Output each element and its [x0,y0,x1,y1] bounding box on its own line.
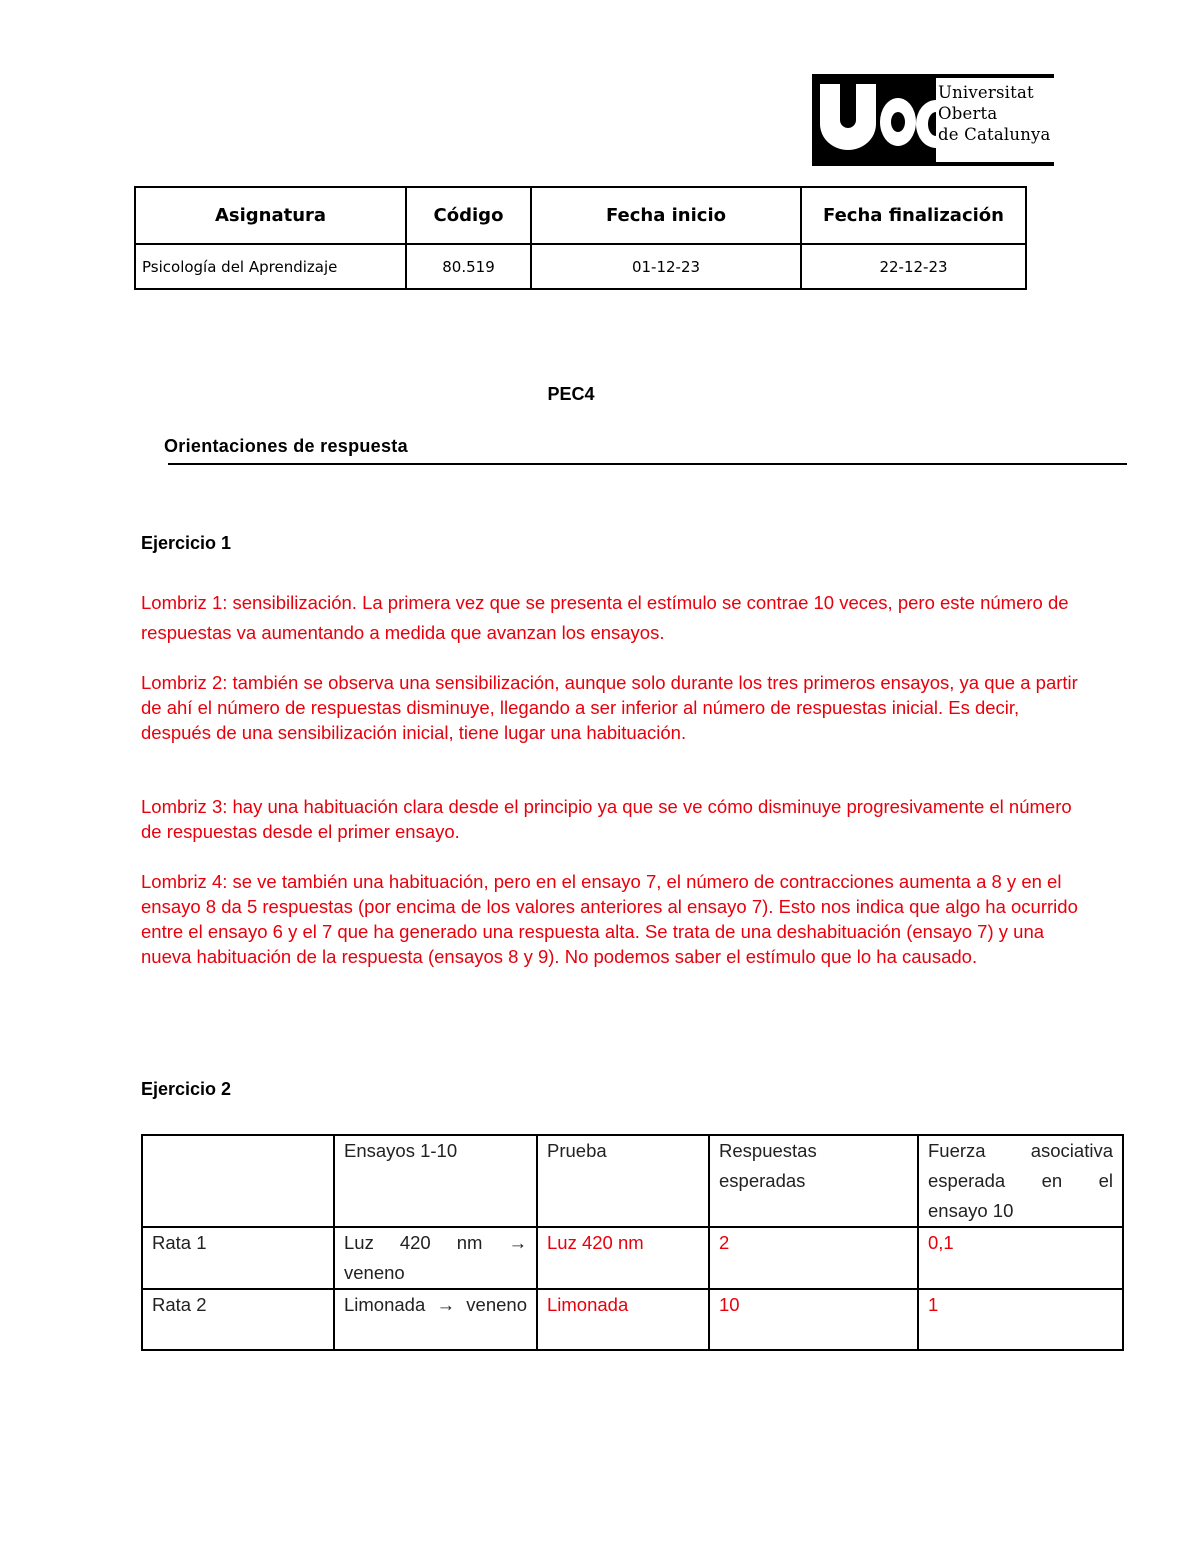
exercise-2-header-row [142,1135,1123,1227]
exercise-1-answer-worm-4: Lombriz 4: se ve también una habituación, pero en el ensayo 7, el número de contracciones aumenta a 8 y en el ensayo 8 da 5 respuestas (por encima de los valores anteriores al ensayo 7). Esto nos indica que algo ha ocurrido entre el ensayo 6 y el 7 que ha generado una respuesta alta. Se trata de una deshabituación (ensayo 7) y una nueva habituación de la respuesta (ensayos 8 y 9). No podemos saber el estímulo que lo ha causado. [141,871,1078,967]
course-info-header-row [135,187,1026,244]
header-fecha-inicio: Fecha inicio [531,187,801,244]
exercise-1-answer-worm-3: Lombriz 3: hay una habituación clara desde el principio ya que se ve cómo disminuye progresivamente el número de respuestas desde el primer ensayo. [141,796,1072,842]
rat-label: Rata 2 [142,1289,334,1350]
header-prueba: Prueba [537,1135,709,1227]
header-empty [142,1135,334,1227]
value-fecha-inicio: 01-12-23 [531,244,801,289]
exercise-2-heading: Ejercicio 2 [141,1079,232,1099]
respuestas-cell: 2 [709,1227,918,1289]
uoc-logo [812,74,1056,166]
fuerza-cell: 1 [918,1289,1123,1350]
prueba-cell: Luz 420 nm [537,1227,709,1289]
course-info-value-row [135,244,1026,289]
header-asignatura: Asignatura [135,187,406,244]
value-fecha-finalizacion: 22-12-23 [801,244,1026,289]
prueba-cell: Limonada [537,1289,709,1350]
logo-text: Universitat Oberta de Catalunya [938,83,1051,144]
table-row [142,1289,1123,1350]
fuerza-cell: 0,1 [918,1227,1123,1289]
page-title: PEC4 [547,384,595,404]
value-asignatura: Psicología del Aprendizaje [135,244,406,289]
header-codigo: Código [406,187,531,244]
page-subtitle: Orientaciones de respuesta [164,436,408,456]
ensayos-cell: Limonada → veneno [334,1289,537,1350]
uoc-logo-mark [812,74,936,166]
rat-label: Rata 1 [142,1227,334,1289]
ensayos-cell: Luz 420 nm → veneno [334,1227,537,1289]
exercise-1-heading: Ejercicio 1 [141,533,232,553]
exercise-1-answer-worm-1: Lombriz 1: sensibilización. La primera vez que se presenta el estímulo se contrae 10 veces, pero este número de respuestas va aumentando a medida que avanzan los ensayos. [141,592,1069,643]
header-fuerza-asociativa: Fuerza asociativa esperada en el ensayo 10 [918,1135,1123,1227]
respuestas-cell: 10 [709,1289,918,1350]
header-respuestas-esperadas: Respuestas esperadas [709,1135,918,1227]
value-codigo: 80.519 [406,244,531,289]
subtitle-divider [168,463,1127,465]
table-row [142,1227,1123,1289]
exercise-1-answer-worm-2: Lombriz 2: también se observa una sensibilización, aunque solo durante los tres primeros ensayos, ya que a partir de ahí el número de respuestas disminuye, llegando a ser inferior al número de respuestas inicial. Es decir, después de una sensibilización inicial, tiene lugar una habituación. [141,672,1078,743]
exercise-2-table [141,1134,1124,1351]
header-fecha-finalizacion: Fecha finalización [801,187,1026,244]
header-ensayos: Ensayos 1-10 [334,1135,537,1227]
course-info-table [134,186,1027,290]
